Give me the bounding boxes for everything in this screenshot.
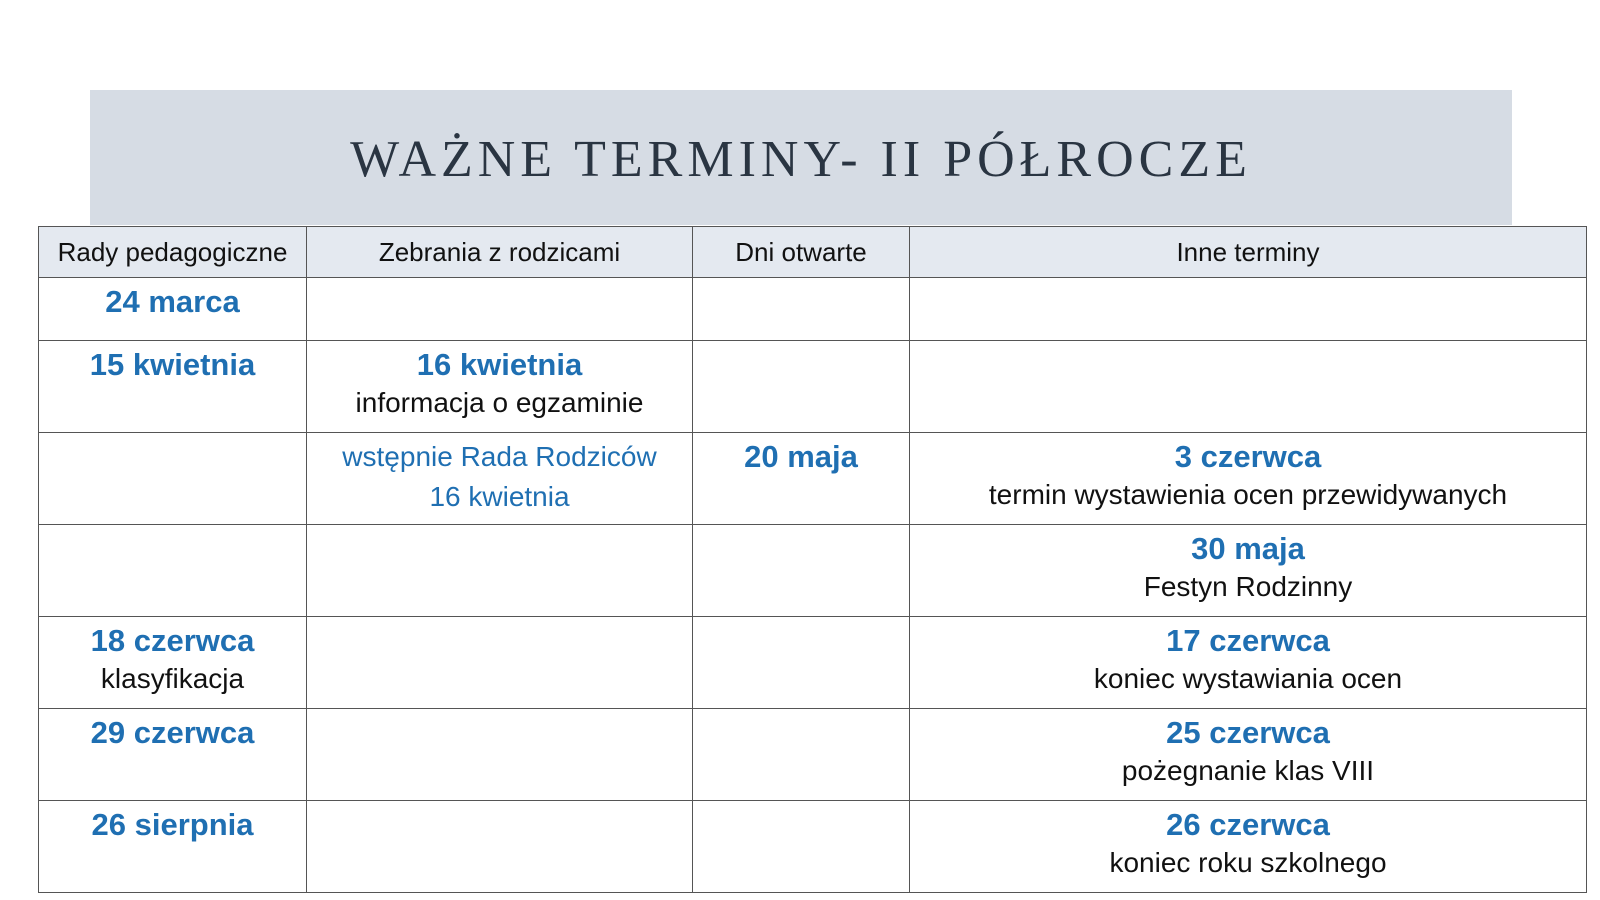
cell-rady	[39, 525, 307, 617]
cell-inne	[910, 801, 1587, 893]
cell-inne	[910, 525, 1587, 617]
table-header-row	[39, 227, 1587, 278]
date: 30 maja	[1191, 531, 1305, 566]
cell-zebrania	[307, 278, 693, 341]
cell-dni-otwarte	[693, 433, 910, 525]
note: klasyfikacja	[100, 663, 245, 694]
header-dni-otwarte: Dni otwarte	[693, 227, 910, 278]
date: 18 czerwca	[90, 623, 255, 658]
cell-rady	[39, 709, 307, 801]
table-row	[39, 278, 1587, 341]
cell-dni-otwarte	[693, 801, 910, 893]
cell-rady	[39, 801, 307, 893]
note-line: wstępnie Rada Rodziców	[342, 441, 657, 472]
date: 20 maja	[744, 439, 858, 474]
date: 26 czerwca	[1166, 807, 1330, 842]
date: 17 czerwca	[1166, 623, 1330, 658]
cell-zebrania	[307, 525, 693, 617]
title-band	[90, 90, 1512, 225]
date: 15 kwietnia	[89, 347, 256, 382]
page-title: WAŻNE TERMINY- II PÓŁROCZE	[350, 131, 1252, 188]
date: 24 marca	[105, 284, 240, 319]
table-row	[39, 709, 1587, 801]
note: koniec wystawiania ocen	[1093, 663, 1403, 694]
note: pożegnanie klas VIII	[1121, 755, 1375, 786]
header-rady-pedagogiczne: Rady pedagogiczne	[39, 227, 307, 278]
cell-inne	[910, 341, 1587, 433]
cell-rady	[39, 278, 307, 341]
cell-rady	[39, 433, 307, 525]
date: 25 czerwca	[1166, 715, 1330, 750]
cell-dni-otwarte	[693, 341, 910, 433]
header-zebrania-z-rodzicami: Zebrania z rodzicami	[307, 227, 693, 278]
date: 29 czerwca	[90, 715, 255, 750]
note: koniec roku szkolnego	[1109, 847, 1387, 878]
cell-zebrania	[307, 709, 693, 801]
cell-zebrania	[307, 617, 693, 709]
table-row	[39, 433, 1587, 525]
table-row	[39, 617, 1587, 709]
cell-zebrania	[307, 433, 693, 525]
date: 3 czerwca	[1174, 439, 1322, 474]
cell-inne	[910, 278, 1587, 341]
cell-inne	[910, 433, 1587, 525]
table-row	[39, 341, 1587, 433]
header-inne-terminy: Inne terminy	[910, 227, 1587, 278]
cell-zebrania	[307, 341, 693, 433]
cell-rady	[39, 617, 307, 709]
note: Festyn Rodzinny	[1143, 571, 1353, 602]
cell-dni-otwarte	[693, 525, 910, 617]
cell-rady	[39, 341, 307, 433]
note: informacja o egzaminie	[355, 387, 644, 418]
cell-zebrania	[307, 801, 693, 893]
note: termin wystawienia ocen przewidywanych	[988, 479, 1508, 510]
cell-dni-otwarte	[693, 617, 910, 709]
cell-inne	[910, 709, 1587, 801]
cell-dni-otwarte	[693, 278, 910, 341]
table-row	[39, 801, 1587, 893]
date: 16 kwietnia	[416, 347, 583, 382]
note-line: 16 kwietnia	[429, 481, 570, 512]
cell-dni-otwarte	[693, 709, 910, 801]
cell-inne	[910, 617, 1587, 709]
schedule-table	[38, 226, 1587, 893]
table-row	[39, 525, 1587, 617]
date: 26 sierpnia	[91, 807, 254, 842]
